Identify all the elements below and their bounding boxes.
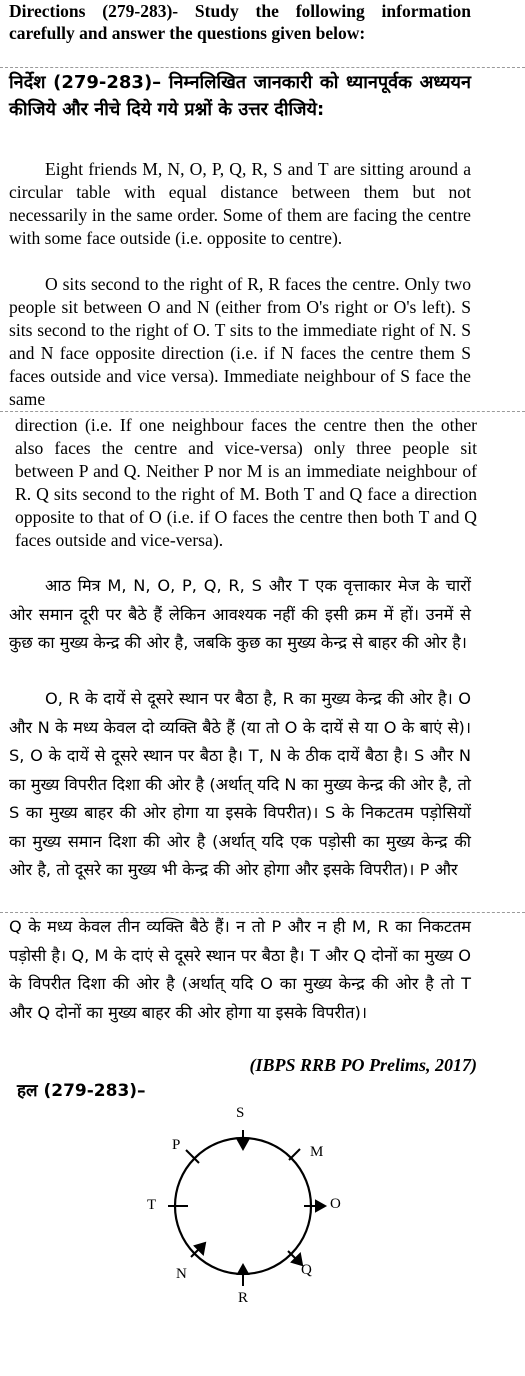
paragraph-hindi-2b: Q के मध्य केवल तीन व्यक्ति बैठे हैं। न तो P और न ही M, R का निकटतम पड़ोसी है। Q, M के दाएं से दूसरे स्थान पर बैठा है। T और Q दोनों का मुख्य O के विपरीत दिशा की ओर है (अर्थात् यदि O का मुख्य केन्द्र की ओर है तो T और Q दोनों का मुख्य बाहर की ओर होगा या इसके विपरीत)।	[9, 917, 471, 1022]
seat-label-m: M	[310, 1144, 324, 1160]
seating-diagram	[140, 1130, 360, 1310]
directions-english: Directions (279-283)- Study the following information carefully and answer the questions given below:	[9, 1, 471, 43]
solution-heading: हल (279-283)–	[17, 1081, 146, 1101]
facing-arrow-n	[191, 1243, 205, 1257]
facing-arrow-r	[238, 1265, 248, 1286]
seat-label-q: Q	[301, 1262, 312, 1278]
facing-arrow-q	[288, 1251, 302, 1265]
seat-label-r: R	[238, 1290, 249, 1306]
paragraph-english-2a: O sits second to the right of R, R faces the centre. Only two people sit between O and N (either from O's right or O's left). S sits second to the right of O. T sits to the immediate right of N. S and N face opposite direction (i.e. if N faces the centre them S faces outside and vice versa). Immediate neighbour of S face the same	[9, 274, 471, 409]
dashed-divider	[0, 67, 525, 68]
seat-label-o: O	[330, 1196, 341, 1212]
seat-label-s: S	[236, 1105, 245, 1121]
paragraph-hindi-1: आठ मित्र M, N, O, P, Q, R, S और T एक वृत्ताकार मेज के चारों ओर समान दूरी पर बैठे हैं लेकिन आवश्यक नहीं की इसी क्रम में हों। उनमें से कुछ का मुख्य केन्द्र की ओर है, जबकि कुछ का मुख्य केन्द्र से बाहर की ओर है।	[9, 576, 471, 652]
directions-hindi: निर्देश (279-283)– निम्नलिखित जानकारी को ध्यानपूर्वक अध्ययन कीजिये और नीचे दिये गये प्रश्नों के उत्तर दीजिये:	[9, 72, 471, 120]
paragraph-english-1: Eight friends M, N, O, P, Q, R, S and T are sitting around a circular table with equal distance between them but not necessarily in the same order. Some of them are facing the centre with some face outside (i.e. opposite to centre).	[9, 159, 471, 248]
seat-label-p: P	[172, 1137, 181, 1153]
source-citation: (IBPS RRB PO Prelims, 2017)	[249, 1055, 477, 1075]
seat-label-n: N	[176, 1266, 187, 1282]
seat-label-t: T	[147, 1197, 157, 1213]
dashed-divider	[0, 411, 525, 412]
facing-arrow-o	[304, 1201, 325, 1211]
facing-arrow-s	[238, 1130, 248, 1149]
facing-arrow-m	[289, 1149, 300, 1160]
paragraph-hindi-2a: O, R के दायें से दूसरे स्थान पर बैठा है, R का मुख्य केन्द्र की ओर है। O और N के मध्य केवल दो व्यक्ति बैठे हैं (या तो O के दायें से या O के बाएं से)। S, O के दायें से दूसरे स्थान पर बैठा है। T, N के ठीक दायें बैठा है। S और N का मुख्य विपरीत दिशा की ओर है (अर्थात् यदि N का मुख्य केन्द्र की ओर है, तो S का मुख्य बाहर की ओर होगा या इसके विपरीत)। S के निकटतम पड़ोसियों का मुख्य समान दिशा की ओर है (अर्थात् यदि एक पड़ोसी का मुख्य केन्द्र की ओर है, तो दूसरे का मुख्य भी केन्द्र की ओर होगा और इसके विपरीत)। P और	[9, 689, 471, 879]
paragraph-english-2b: direction (i.e. If one neighbour faces the centre then the other also faces the centre and vice-versa) only three people sit between P and Q. Neither P nor M is an immediate neighbour of R. Q sits second to the right of M. Both T and Q face a direction opposite to that of O (i.e. if O faces the centre then both T and Q faces outside and vice-versa).	[15, 415, 477, 550]
